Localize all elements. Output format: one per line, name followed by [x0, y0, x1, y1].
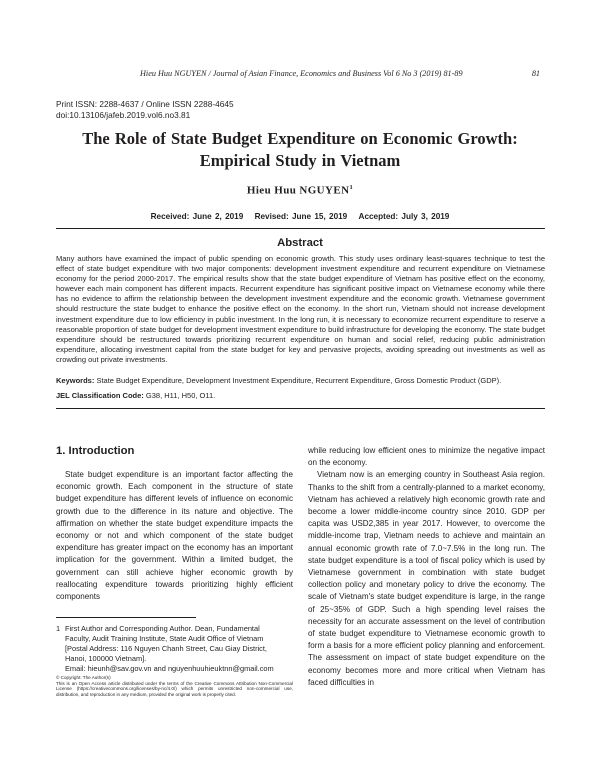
jel-label: JEL Classification Code: [56, 391, 144, 400]
received-date: Received: June 2, 2019 [150, 212, 244, 221]
page-number: 81 [531, 69, 540, 78]
keywords [56, 376, 545, 386]
title-line-1: The Role of State Budget Expenditure on Economic Growth: [82, 129, 518, 148]
copyright-notice [56, 675, 293, 698]
footnote-email: Email: hieunh@sav.gov.vn and nguyenhuuhieuktnn@gmail.com [65, 664, 274, 674]
footnote-line-2: Faculty, Audit Training Institute, State Audit Office of Vietnam [65, 634, 264, 644]
intro-paragraph-continued: while reducing low efficient ones to minimize the negative impact on the economy. [308, 446, 545, 468]
submission-dates [40, 212, 560, 221]
abstract-heading: Abstract [277, 237, 323, 249]
right-column [308, 445, 545, 689]
abstract-body: Many authors have examined the impact of public spending on economic growth. This study uses ordinary least-squares technique to test the effect of state budget expenditure with two major components: development investment expenditure and recurrent expenditure on Vietnamese economy for the period 2000-2017. The empirical results show that the state budget expenditure of Vietnam has positive effect on the economy, however each main component has different impacts. Recurrent expenditure has significant positive impact on Vietnamese economy while there has no evidence to affirm the relationship between the development investment expenditure and the economic growth. Vietnamese government should restructure the state budget to enhance the positive effect on the economy. In the short run, Vietnam should not increase development investment expenditure due to low efficiency in public investment. In the long run, it is necessary to economize recurrent expenditure to reserve a reasonable proportion of state budget for development investment expenditure to build infrastructure for developing the economy. The state budget expenditure should be restructured towards prioritizing recurrent expenditure on human and social relief, reducing public administration expenditure, allocating investment capital from the state budget for key and pervasive projects, avoiding spreading out investments as well as crowding out private investments. [56, 254, 545, 364]
license-text: This is an Open Access article distributed under the terms of the Creative Commons Attribution Non-Commercial License (https://creativecommons.org/licenses/by-nc/4.0/) which permits unrestricted non-commercial use, distribution, and reproduction in any medium, provided the original work is properly cited. [56, 680, 293, 698]
issn-line: Print ISSN: 2288-4637 / Online ISSN 2288-4645 [56, 99, 234, 109]
footnote-number: 1 [56, 624, 61, 633]
paper-title [40, 128, 560, 172]
jel-text: G38, H11, H50, O11. [145, 391, 216, 400]
intro-paragraph-2: Vietnam now is an emerging country in Southeast Asia region. Thanks to the shift from a centrally-planned to a market economy, Vietnam has achieved a relatively high economic growth rate and become a lower middle-income country since 2010. GDP per capita was USD2,385 in year 2017. However, to overcome the middle-income trap, Vietnam needs to achieve and maintain an annual economic growth rate of 7.0~7.5% in the long run. The state budget expenditure is a tool of fiscal policy which is used by Vietnamese government in combination with state budget collection policy and monetary policy to drive the economy. The scale of Vietnam's state budget expenditure is large, in the range of 25~35% of GDP. Such a high spending level raises the necessity for an accurate assessment on the level of contribution of state budget expenditure to Vietnamese economic growth to form a basis for a more efficient policy planning and enforcement. The assessment on impact of state budget expenditure on the economy becomes more and more critical when Vietnam has faced difficulties in [308, 470, 545, 687]
keywords-text: State Budget Expenditure, Development Investment Expenditure, Recurrent Expenditure, Gross Domestic Product (GDP). [96, 376, 502, 385]
footnote [56, 624, 293, 674]
accepted-date: Accepted: July 3, 2019 [358, 212, 450, 221]
section-heading-introduction: 1. Introduction [56, 445, 135, 457]
journal-citation: Hieu Huu NGUYEN / Journal of Asian Finance, Economics and Business Vol 6 No 3 (2019) 81-89 [140, 69, 463, 78]
footnote-line-4: Hanoi, 100000 Vietnam]. [65, 654, 147, 664]
issn-block [56, 99, 234, 121]
keywords-label: Keywords: [56, 376, 95, 385]
author-name: Hieu Huu NGUYEN [246, 184, 350, 197]
footnote-divider [56, 617, 196, 618]
author-footnote-marker: 1 [349, 184, 354, 191]
jel-classification [56, 391, 545, 401]
copyright-line: © Copyright: The Author(s) [56, 675, 111, 680]
intro-paragraph-1: State budget expenditure is an important factor affecting the economic growth. Each component in the structure of state budget expenditure has different levels of influence on economic growth due to the difference in its nature and objective. The affirmation on whether the state budget expenditure impacts the economy or not and which component of the state budget expenditure has greater impact on the economy has an important implication for the government. Within a limited budget, the government can still achieve higher economic growth by reallocating expenditure towards prioritizing highly efficient components [56, 470, 293, 602]
divider-top [56, 228, 545, 229]
divider-bottom [56, 408, 545, 409]
revised-date: Revised: June 15, 2019 [254, 212, 348, 221]
footnote-line-3: [Postal Address: 116 Nguyen Chanh Street, Cau Giay District, [65, 644, 267, 654]
title-line-2: Empirical Study in Vietnam [199, 151, 401, 170]
author-line [40, 184, 560, 197]
doi-line: doi:10.13106/jafeb.2019.vol6.no3.81 [56, 110, 191, 120]
left-column [56, 469, 293, 603]
footnote-line-1: First Author and Corresponding Author. Dean, Fundamental [65, 624, 260, 633]
running-header [140, 69, 540, 78]
